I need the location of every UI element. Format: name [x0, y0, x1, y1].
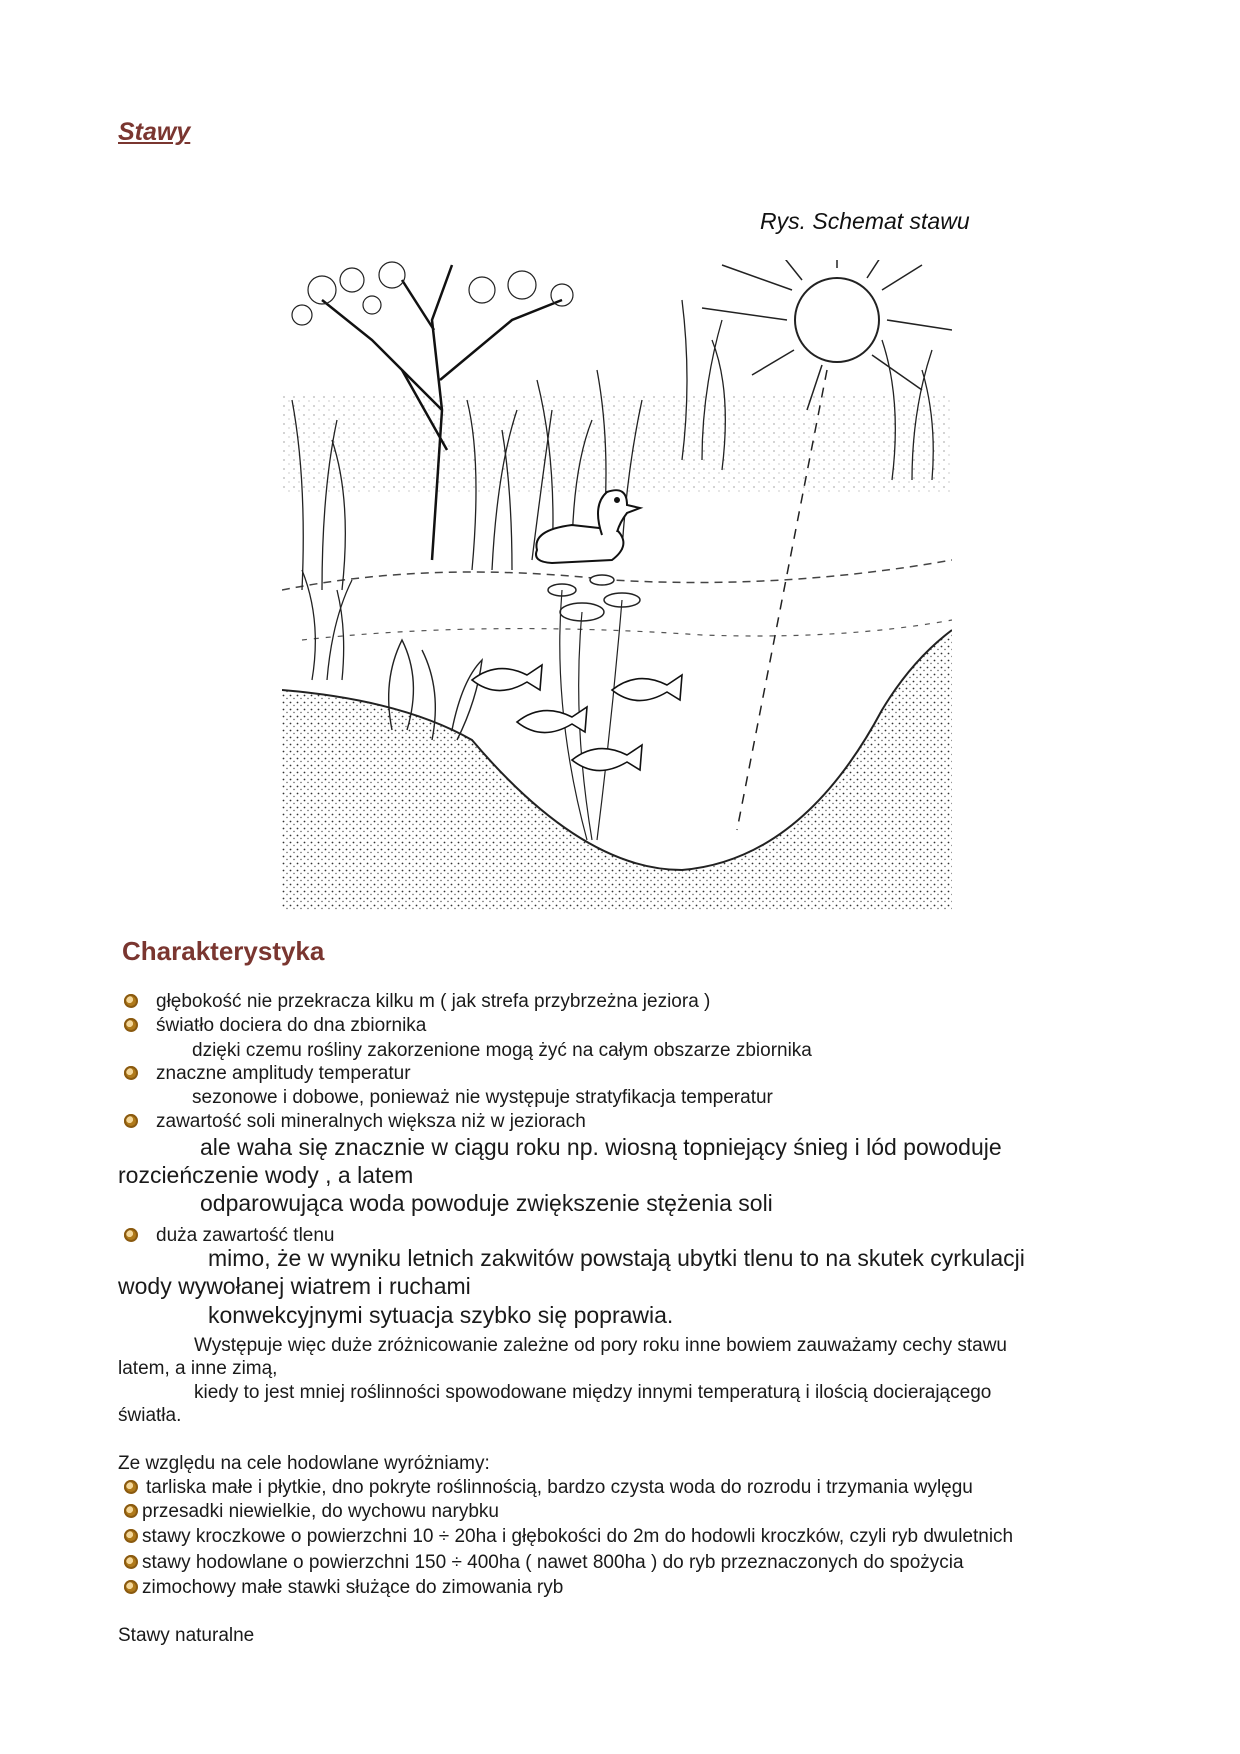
- figure-caption: Rys. Schemat stawu: [760, 208, 970, 234]
- bullet-icon: [124, 1555, 138, 1569]
- breeding-item: stawy kroczkowe o powierzchni 10 ÷ 20ha i głębokości do 2m do hodowli kroczków, czyli ryb dwuletnich: [142, 1526, 1014, 1547]
- bullet-icon: [124, 1066, 138, 1080]
- bullet-icon: [124, 1480, 138, 1494]
- characteristic-detail: odparowująca woda powoduje zwiększenie stężenia soli: [200, 1190, 773, 1216]
- paragraph-line: Występuje więc duże zróżnicowanie zależne od pory roku inne bowiem zauważamy cechy stawu: [194, 1335, 1008, 1356]
- paragraph-line: latem, a inne zimą,: [118, 1358, 278, 1379]
- breeding-item: stawy hodowlane o powierzchni 150 ÷ 400ha ( nawet 800ha ) do ryb przeznaczonych do spożycia: [142, 1552, 964, 1573]
- breeding-intro: Ze względu na cele hodowlane wyróżniamy:: [118, 1453, 490, 1474]
- pond-diagram: [282, 260, 952, 910]
- characteristic-item: znaczne amplitudy temperatur: [156, 1063, 411, 1084]
- breeding-item: przesadki niewielkie, do wychowu narybku: [142, 1501, 499, 1522]
- bullet-icon: [124, 1580, 138, 1594]
- bullet-icon: [124, 1018, 138, 1032]
- bullet-icon: [124, 1114, 138, 1128]
- paragraph-line: światła.: [118, 1405, 182, 1426]
- characteristic-detail: konwekcyjnymi sytuacja szybko się poprawia.: [208, 1302, 674, 1328]
- bullet-icon: [124, 1228, 138, 1242]
- characteristic-item: duża zawartość tlenu: [156, 1225, 335, 1246]
- document-title: Stawy: [118, 118, 191, 146]
- bullet-icon: [124, 1529, 138, 1543]
- characteristic-detail: dzięki czemu rośliny zakorzenione mogą żyć na całym obszarze zbiornika: [192, 1040, 812, 1061]
- characteristic-item: zawartość soli mineralnych większa niż w jeziorach: [156, 1111, 586, 1132]
- characteristic-detail: ale waha się znacznie w ciągu roku np. wiosną topniejący śnieg i lód powoduje: [200, 1134, 1002, 1160]
- section-heading: Charakterystyka: [122, 936, 325, 966]
- characteristic-detail: wody wywołanej wiatrem i ruchami: [118, 1273, 471, 1299]
- characteristic-detail: rozcieńczenie wody , a latem: [118, 1162, 414, 1188]
- bullet-icon: [124, 994, 138, 1008]
- characteristic-detail: sezonowe i dobowe, ponieważ nie występuje stratyfikacja temperatur: [192, 1087, 773, 1108]
- characteristic-item: światło dociera do dna zbiornika: [156, 1015, 427, 1036]
- bullet-icon: [124, 1504, 138, 1518]
- breeding-item: zimochowy małe stawki służące do zimowania ryb: [142, 1577, 564, 1598]
- characteristic-detail: mimo, że w wyniku letnich zakwitów powstają ubytki tlenu to na skutek cyrkulacji: [208, 1245, 1025, 1271]
- paragraph-line: kiedy to jest mniej roślinności spowodowane między innymi temperaturą i ilością docierającego: [194, 1382, 992, 1403]
- characteristic-item: głębokość nie przekracza kilku m ( jak strefa przybrzeżna jeziora ): [156, 991, 711, 1012]
- footer-heading: Stawy naturalne: [118, 1625, 255, 1646]
- breeding-item: tarliska małe i płytkie, dno pokryte roślinnością, bardzo czysta woda do rozrodu i trzymania wylęgu: [146, 1477, 973, 1498]
